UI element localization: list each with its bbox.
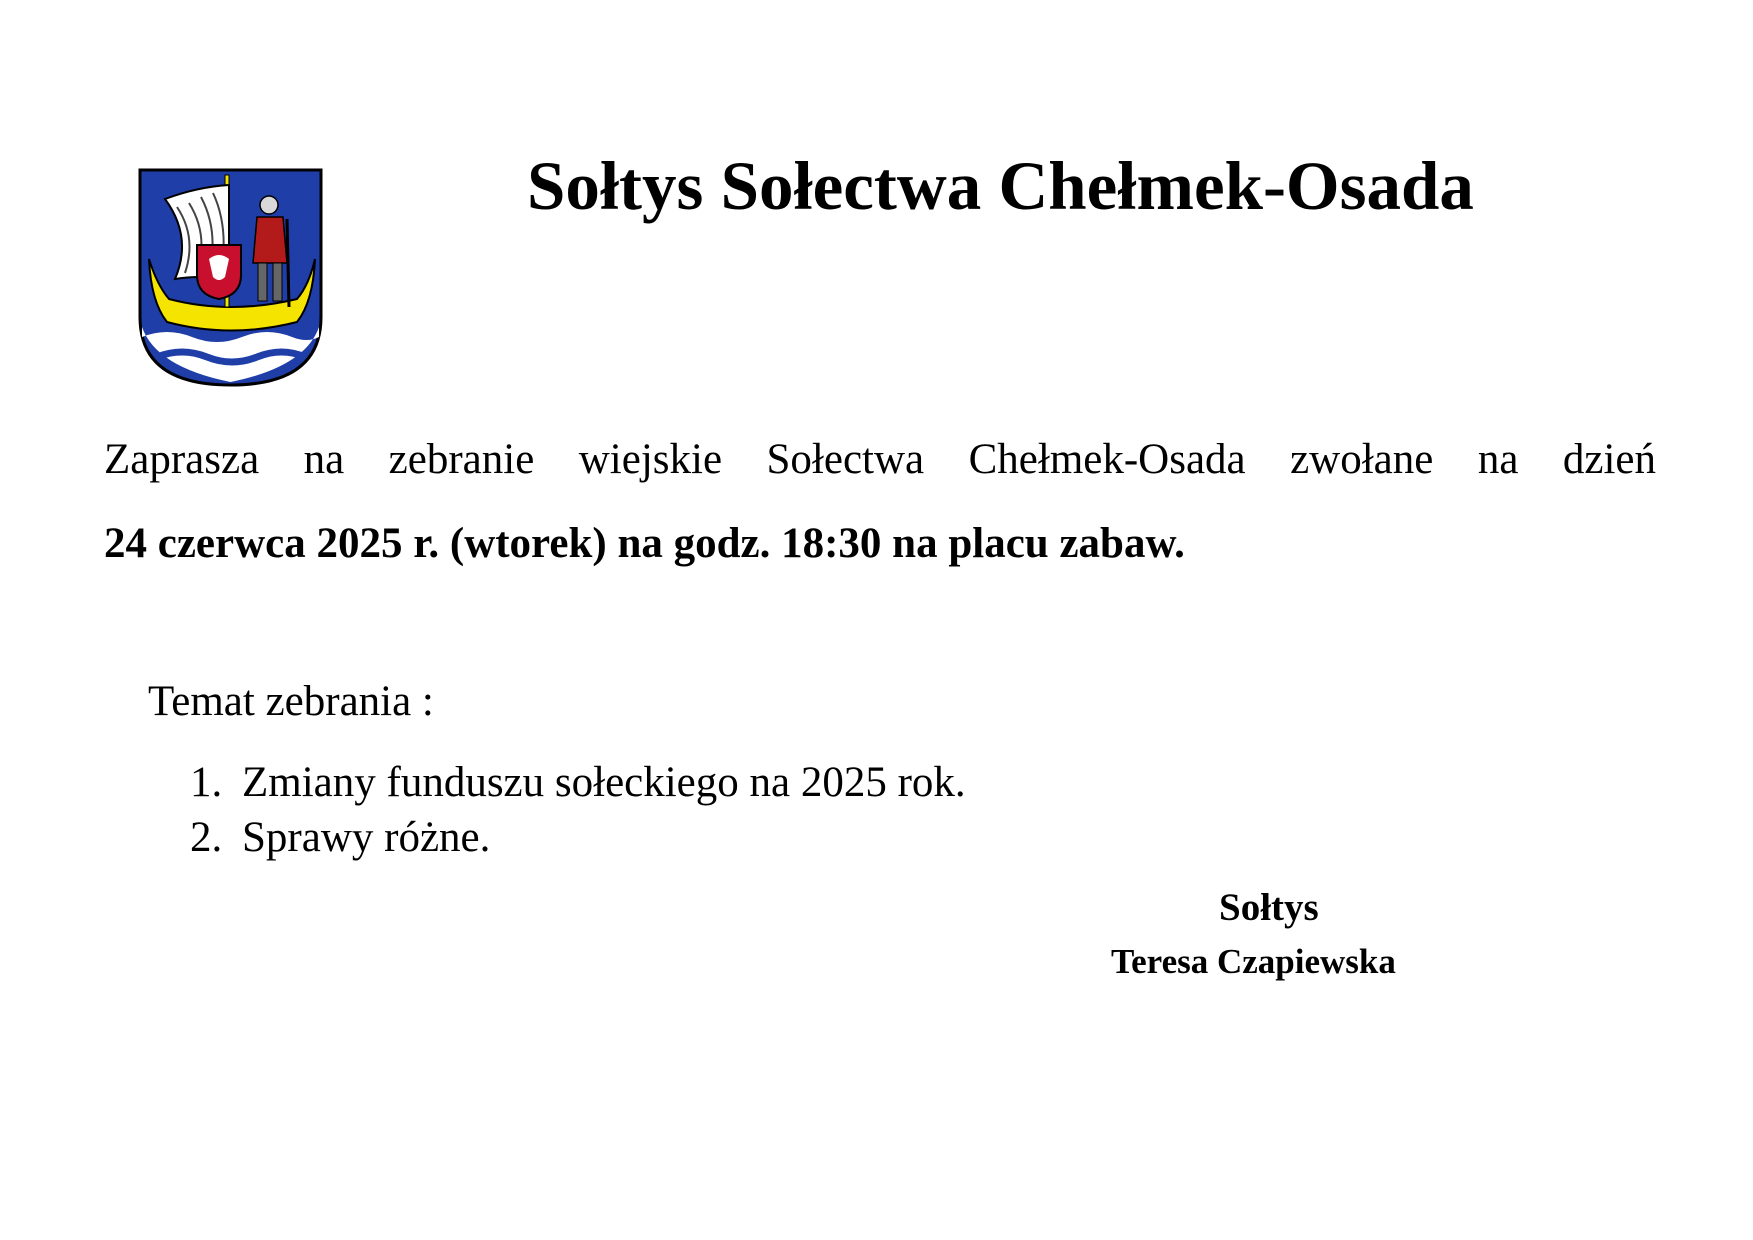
- agenda-item: [190, 810, 966, 865]
- agenda-item: [190, 755, 966, 810]
- agenda-heading: Temat zebrania :: [148, 678, 434, 725]
- signature-role: Sołtys: [1219, 886, 1319, 929]
- page-title: Sołtys Sołectwa Chełmek-Osada: [527, 148, 1474, 224]
- agenda-item-number: 1.: [190, 759, 223, 806]
- agenda-list: [190, 755, 966, 865]
- agenda-item-text: Sprawy różne.: [242, 814, 491, 861]
- coat-of-arms-icon: [137, 167, 324, 388]
- invitation-text: Zaprasza na zebranie wiejskie Sołectwa Chełmek-Osada zwołane na dzień: [104, 436, 1656, 483]
- meeting-date-line: 24 czerwca 2025 r. (wtorek) na godz. 18:30 na placu zabaw.: [104, 520, 1185, 567]
- agenda-item-number: 2.: [190, 814, 223, 861]
- agenda-item-text: Zmiany funduszu sołeckiego na 2025 rok.: [242, 759, 966, 806]
- signature-name: Teresa Czapiewska: [1111, 942, 1396, 981]
